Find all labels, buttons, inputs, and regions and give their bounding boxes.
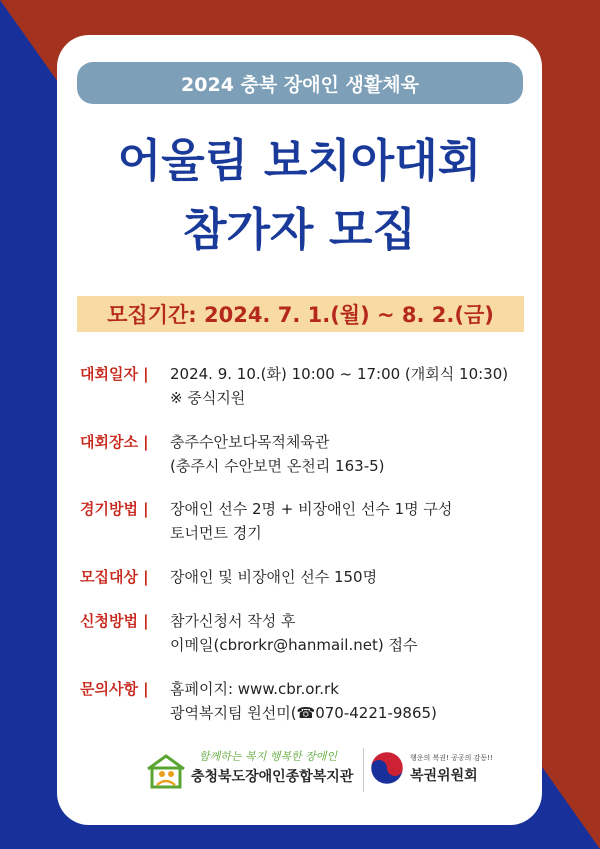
detail-line: 토너먼트 경기	[170, 524, 262, 542]
org2-motto: 행운의 복권! 공공의 감동!!	[410, 754, 493, 762]
detail-label: 모집대상 |	[80, 568, 149, 586]
detail-line: 광역복지팀 원선미(☎070-4221-9865)	[170, 704, 437, 722]
footer-org2	[370, 745, 510, 793]
main-title-line1: 어울림 보치아대회	[117, 134, 482, 187]
main-title-line2: 참가자 모집	[182, 203, 417, 256]
detail-homepage-link[interactable]: 홈페이지: www.cbr.or.rk	[170, 680, 339, 698]
detail-value	[170, 497, 452, 545]
detail-label: 대회장소 |	[80, 433, 149, 451]
detail-value	[170, 609, 417, 657]
org2-name: 복권위원회	[410, 768, 478, 784]
detail-value	[170, 565, 377, 589]
detail-line: 2024. 9. 10.(화) 10:00 ~ 17:00 (개회식 10:30)	[170, 365, 509, 383]
detail-line: 참가신청서 작성 후	[170, 612, 296, 630]
org1-name: 충청북도장애인종합복지관	[191, 769, 354, 785]
recruitment-period	[77, 296, 524, 332]
taegeuk-emblem-icon	[370, 751, 404, 785]
house-logo-icon	[145, 753, 187, 789]
banner-text: 2024 충북 장애인 생활체육	[181, 73, 419, 96]
org1-slogan: 함께하는 복지 행복한 장애인	[199, 750, 338, 763]
detail-line: 장애인 선수 2명 + 비장애인 선수 1명 구성	[170, 500, 453, 518]
detail-line: 장애인 및 비장애인 선수 150명	[170, 568, 378, 586]
detail-line: (충주시 수안보면 온천리 163-5)	[170, 457, 385, 475]
detail-value	[170, 677, 437, 725]
header-banner	[77, 62, 523, 104]
detail-label: 대회일자 |	[80, 365, 149, 383]
detail-email-link[interactable]: 이메일(cbrorkr@hanmail.net) 접수	[170, 636, 418, 654]
detail-label: 경기방법 |	[80, 500, 149, 518]
footer-org1	[145, 745, 365, 793]
detail-line: ※ 중식지원	[170, 389, 246, 407]
period-text: 모집기간: 2024. 7. 1.(월) ~ 8. 2.(금)	[107, 303, 494, 327]
detail-value	[170, 430, 385, 478]
footer-divider	[363, 748, 364, 792]
detail-value	[170, 362, 508, 410]
detail-label: 신청방법 |	[80, 612, 149, 630]
detail-line: 충주수안보다목적체육관	[170, 433, 330, 451]
detail-label: 문의사항 |	[80, 680, 149, 698]
